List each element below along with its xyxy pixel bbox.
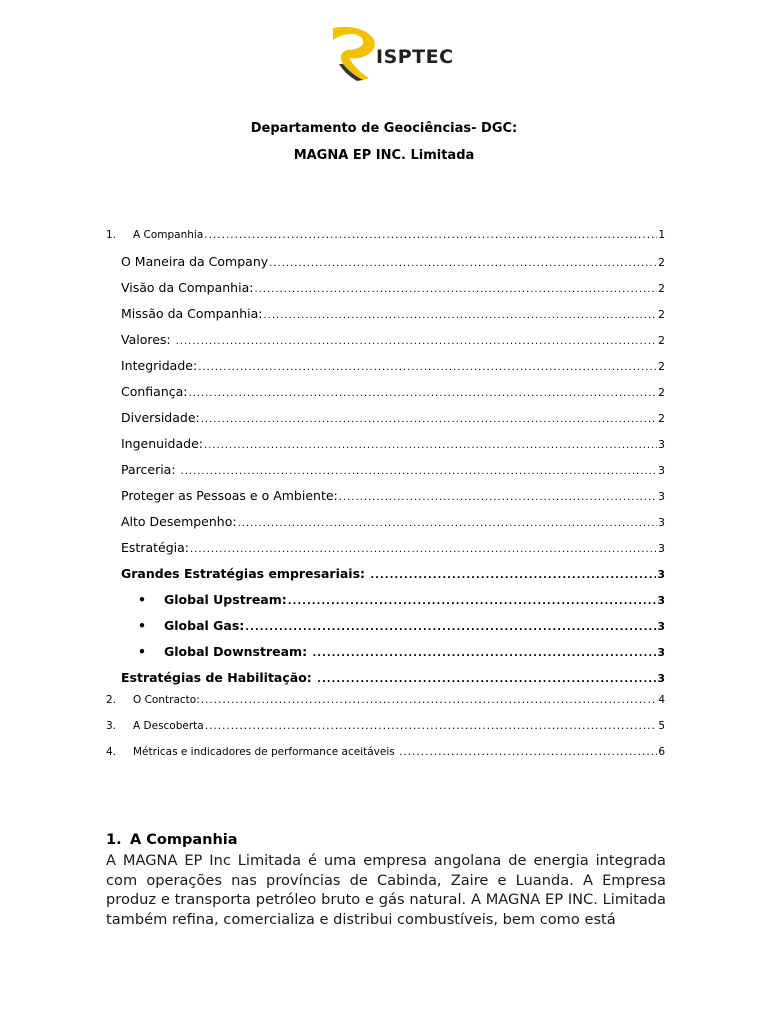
toc-leader-dots — [317, 674, 656, 685]
toc-entry-number: 4. — [106, 746, 117, 758]
toc-leader-dots — [189, 388, 658, 399]
toc-entry-page: 4 — [658, 694, 665, 706]
toc-entry-page: 5 — [658, 720, 665, 732]
toc-entry-label: Métricas e indicadores de performance aceitáveis — [133, 746, 399, 758]
toc-entry[interactable] — [106, 746, 665, 758]
bullet-icon: • — [138, 644, 146, 659]
toc-leader-dots — [370, 570, 656, 581]
toc-entry-label: A Descoberta — [133, 720, 204, 732]
toc-entry-number: 3. — [106, 720, 117, 732]
toc-leader-dots — [245, 622, 656, 633]
toc-entry-label: Alto Desempenho: — [121, 514, 237, 529]
toc-entry-label: Grandes Estratégias empresariais: — [121, 566, 370, 581]
toc-entry[interactable] — [121, 254, 665, 269]
toc-entry-number: 2. — [106, 694, 117, 706]
toc-leader-dots — [339, 492, 657, 503]
toc-entry-page: 2 — [658, 256, 665, 269]
toc-entry-label: Visão da Companhia: — [121, 280, 254, 295]
toc-leader-dots — [201, 694, 658, 706]
toc-entry-label: A Companhia — [133, 229, 204, 241]
toc-entry-label: Diversidade: — [121, 410, 200, 425]
section-body-text: A MAGNA EP Inc Limitada é uma empresa angolana de energia integrada com operações nas províncias de Cabinda, Zaire e Luanda. A Empresa produz e transporta petróleo bruto e gás natural. A MAGNA EP INC. Limitada também refina, comercializa e distribui combustíveis, bem como está — [106, 852, 666, 928]
toc-entry-label: Estratégias de Habilitação: — [121, 670, 317, 685]
toc-entry-page: 2 — [658, 412, 665, 425]
toc-leader-dots — [254, 284, 657, 295]
toc-leader-dots — [190, 544, 657, 555]
toc-leader-dots — [238, 518, 657, 529]
toc-entry-label: Global Gas: — [164, 618, 245, 633]
isptec-logo — [329, 24, 457, 82]
section-heading — [106, 832, 238, 848]
toc-entry[interactable] — [138, 592, 665, 607]
toc-leader-dots — [181, 466, 657, 477]
toc-entry[interactable] — [121, 332, 665, 347]
toc-entry-label: Missão da Companhia: — [121, 306, 263, 321]
toc-entry[interactable] — [121, 384, 665, 399]
section-number: 1. — [106, 832, 122, 848]
toc-entry-label: Ingenuidade: — [121, 436, 203, 451]
toc-leader-dots — [204, 229, 657, 241]
toc-entry-page: 1 — [658, 229, 665, 241]
toc-entry[interactable] — [121, 280, 665, 295]
toc-entry[interactable] — [106, 720, 665, 732]
toc-entry-page: 3 — [657, 620, 665, 633]
toc-entry[interactable] — [121, 566, 665, 581]
toc-entry-page: 3 — [658, 464, 665, 477]
toc-entry[interactable] — [138, 618, 665, 633]
toc-leader-dots — [176, 336, 657, 347]
toc-entry-page: 6 — [658, 746, 665, 758]
toc-leader-dots — [205, 720, 658, 732]
toc-leader-dots — [399, 746, 657, 758]
toc-entry[interactable] — [106, 694, 665, 706]
toc-leader-dots — [263, 310, 657, 321]
department-heading: Departamento de Geociências- DGC: — [250, 121, 518, 136]
toc-entry[interactable] — [121, 436, 665, 451]
toc-entry-page: 3 — [658, 542, 665, 555]
toc-entry-page: 3 — [657, 594, 665, 607]
toc-entry-label: Estratégia: — [121, 540, 189, 555]
bullet-icon: • — [138, 618, 146, 633]
toc-entry-label: Proteger as Pessoas e o Ambiente: — [121, 488, 338, 503]
toc-entry-page: 2 — [658, 386, 665, 399]
toc-entry-label: Integridade: — [121, 358, 198, 373]
toc-entry-number: 1. — [106, 229, 117, 241]
toc-entry-page: 2 — [658, 308, 665, 321]
toc-entry-page: 3 — [658, 516, 665, 529]
toc-entry[interactable] — [121, 462, 665, 477]
toc-entry[interactable] — [138, 644, 665, 659]
toc-entry-page: 3 — [658, 490, 665, 503]
toc-entry-page: 3 — [657, 672, 665, 685]
toc-entry-page: 2 — [658, 282, 665, 295]
toc-entry-page: 3 — [657, 646, 665, 659]
toc-entry[interactable] — [121, 670, 665, 685]
toc-entry-page: 3 — [658, 438, 665, 451]
toc-entry[interactable] — [106, 229, 665, 241]
logo-text: ISPTEC — [376, 46, 454, 68]
toc-entry-label: O Maneira da Company — [121, 254, 269, 269]
toc-leader-dots — [269, 258, 657, 269]
toc-leader-dots — [312, 648, 656, 659]
toc-entry[interactable] — [121, 540, 665, 555]
company-heading: MAGNA EP INC. Limitada — [293, 148, 475, 163]
toc-entry[interactable] — [121, 410, 665, 425]
toc-entry-label: Global Downstream: — [164, 644, 312, 659]
toc-entry-label: Parceria: — [121, 462, 180, 477]
toc-entry-label: Confiança: — [121, 384, 188, 399]
toc-entry-label: Valores: — [121, 332, 175, 347]
toc-leader-dots — [201, 414, 657, 425]
toc-entry[interactable] — [121, 306, 665, 321]
section-title: A Companhia — [130, 832, 238, 848]
toc-leader-dots — [288, 596, 657, 607]
toc-leader-dots — [204, 440, 657, 451]
toc-entry[interactable] — [121, 488, 665, 503]
toc-entry-page: 2 — [658, 334, 665, 347]
toc-entry-page: 3 — [657, 568, 665, 581]
toc-leader-dots — [198, 362, 657, 373]
toc-entry[interactable] — [121, 358, 665, 373]
toc-entry[interactable] — [121, 514, 665, 529]
toc-entry-label: O Contracto: — [133, 694, 200, 706]
toc-entry-page: 2 — [658, 360, 665, 373]
toc-entry-label: Global Upstream: — [164, 592, 287, 607]
bullet-icon: • — [138, 592, 146, 607]
